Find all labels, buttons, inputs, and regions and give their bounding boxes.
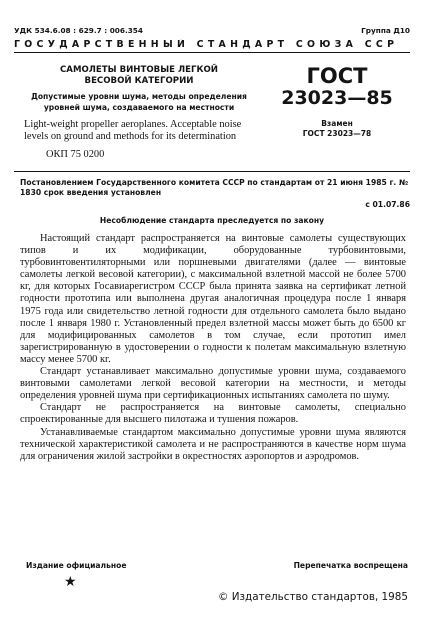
english-title-line: levels on ground and methods for its determination bbox=[24, 131, 237, 142]
document-title-line: ВЕСОВОЙ КАТЕГОРИИ bbox=[84, 76, 194, 86]
state-standard-banner: ГОСУДАРСТВЕННЫЙ СТАНДАРТ СОЮЗА ССР bbox=[14, 39, 410, 53]
document-subtitle-line: уровней шума, создаваемого на местности bbox=[43, 103, 235, 112]
body-paragraph: Устанавливаемые стандартом максимально допустимые уровни шума являются технической характеристикой самолета и не распространяются в качестве норм шума для ограничения жилой застройки в окрестностях аэропортов и аэродромов. bbox=[20, 426, 406, 462]
header-row bbox=[14, 26, 410, 35]
body-paragraph: Настоящий стандарт распространяется на винтовые самолеты существующих типов и их модификации, оборудованные турбовинтовыми, турбовинтовентиляторными или поршневыми двигателями (далее — винтовые самолеты легкой весовой категории), с максимальной взлетной массой не более 5700 кг, для которых Госавиарегистром СССР была принята заявка на сертификат летной годности прототипа или выполнена другая аналогичная процедура после 1 января 1975 года или свидетельство летной годности для отдельного самолета было выдано после 1 января 1980 г. Установленный предел взлетной массы может быть до 6500 кг для модифицированных самолетов в том случае, если прототип имел зарегистрированную в удостоверении о годности к полетам максимальную взлетную массу менее 5700 кг. bbox=[20, 233, 406, 365]
title-block bbox=[14, 63, 410, 171]
english-title bbox=[14, 119, 264, 143]
copyright-text: © Издательство стандартов, 1985 bbox=[218, 591, 408, 603]
document-subtitle-line: Допустимые уровни шума, методы определения bbox=[31, 92, 247, 101]
decree-text: Постановлением Государственного комитета СССР по стандартам от 21 июня 1985 г. № 1830 срок введения установлен bbox=[20, 178, 409, 197]
reprint-prohibited-label: Перепечатка воспрещена bbox=[293, 561, 408, 570]
english-title-line: Light-weight propeller aeroplanes. Acceptable noise bbox=[24, 119, 242, 130]
replaces-value: ГОСТ 23023—78 bbox=[302, 129, 372, 138]
star-icon: ★ bbox=[64, 574, 77, 590]
document-title-line: САМОЛЕТЫ ВИНТОВЫЕ ЛЕГКОЙ bbox=[59, 65, 218, 75]
footer-row bbox=[26, 561, 408, 570]
official-edition-label: Издание официальное bbox=[26, 561, 127, 570]
title-left bbox=[14, 63, 264, 171]
legal-warning: Несоблюдение стандарта преследуется по закону bbox=[99, 216, 325, 225]
document-subtitle bbox=[14, 91, 264, 113]
udc-code: УДК 534.6.08 : 629.7 : 006.354 bbox=[14, 26, 143, 35]
replaces-label: Взамен bbox=[321, 119, 353, 128]
document-title bbox=[14, 65, 264, 87]
group-code: Группа Д10 bbox=[361, 26, 410, 35]
divider bbox=[14, 171, 410, 172]
title-right bbox=[264, 63, 410, 171]
effective-date: с 01.07.86 bbox=[365, 200, 410, 209]
gost-label: ГОСТ bbox=[306, 64, 368, 88]
body-text bbox=[14, 233, 410, 463]
gost-number: 23023—85 bbox=[281, 87, 393, 109]
okp-code: ОКП 75 0200 bbox=[46, 149, 105, 160]
body-paragraph: Стандарт не распространяется на винтовые самолеты, специально спроектированные для высшего пилотажа и тушения пожаров. bbox=[20, 402, 406, 426]
body-paragraph: Стандарт устанавливает максимально допустимые уровни шума, создаваемого винтовыми самолетами легкой весовой категории на местности, и методы определения уровней шума при сертификационных испытаниях самолета по шуму. bbox=[20, 366, 406, 402]
